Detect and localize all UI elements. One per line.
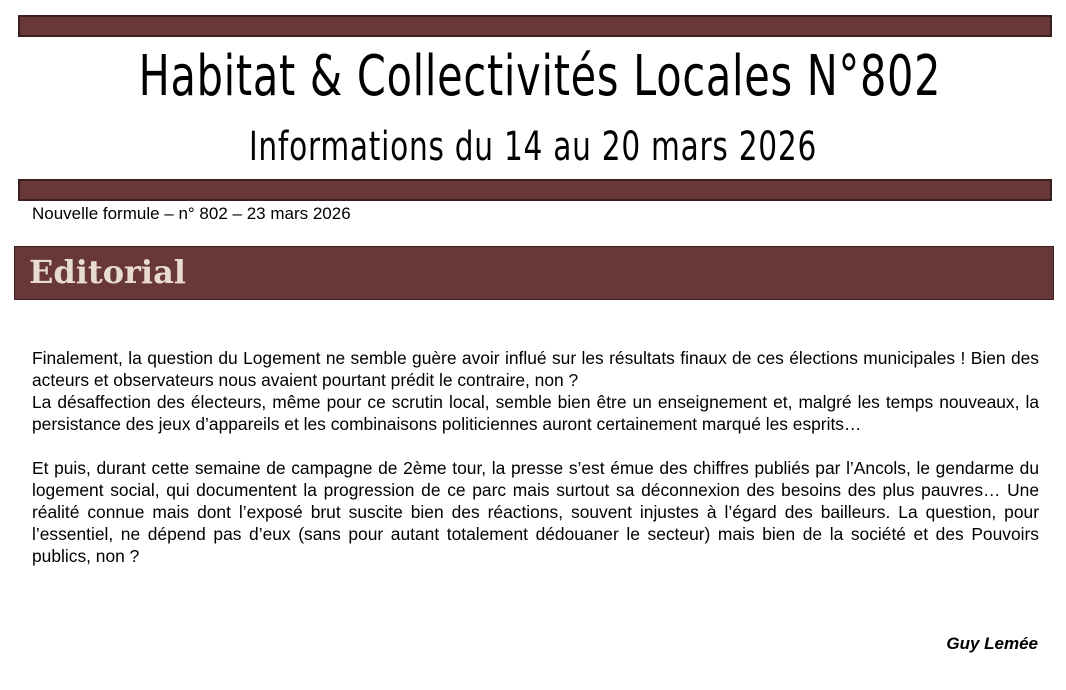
issue-line: Nouvelle formule – n° 802 – 23 mars 2026 — [32, 204, 351, 223]
masthead-bottom-band — [18, 179, 1052, 201]
section-header — [14, 246, 1054, 300]
editorial-paragraph: La désaffection des électeurs, même pour ce scrutin local, semble bien être un enseignement et, malgré les temps nouveaux, la persistance des jeux d’appareils et les combinaisons politiciennes auront certainement marqué les esprits… — [32, 392, 1039, 434]
editorial-paragraph: Et puis, durant cette semaine de campagne de 2ème tour, la presse s’est émue des chiffres publiés par l’Ancols, le gendarme du logement social, qui documentent la progression de ce parc mais surtout sa déconnexion des besoins des plus pauvres… Une réalité connue mais dont l’exposé brut suscite bien des réactions, souvent injustes à l’égard des bailleurs. La question, pour l’essentiel, ne dépend pas d’eux (sans pour autant totalement dédouaner le secteur) mais bien de la société et des Pouvoirs publics, non ? — [32, 458, 1039, 566]
editorial-paragraph: Finalement, la question du Logement ne semble guère avoir influé sur les résultats finaux de ces élections municipales ! Bien des acteurs et observateurs nous avaient pourtant prédit le contraire, non ? — [32, 348, 1039, 390]
masthead-title: Habitat & Collectivités Locales N°802 — [138, 44, 942, 109]
masthead-top-band — [18, 15, 1052, 37]
section-heading: Editorial — [29, 253, 186, 291]
author-signature: Guy Lemée — [946, 634, 1038, 653]
editorial-body — [32, 347, 1039, 567]
masthead-subtitle: Informations du 14 au 20 mars 2026 — [248, 124, 818, 170]
